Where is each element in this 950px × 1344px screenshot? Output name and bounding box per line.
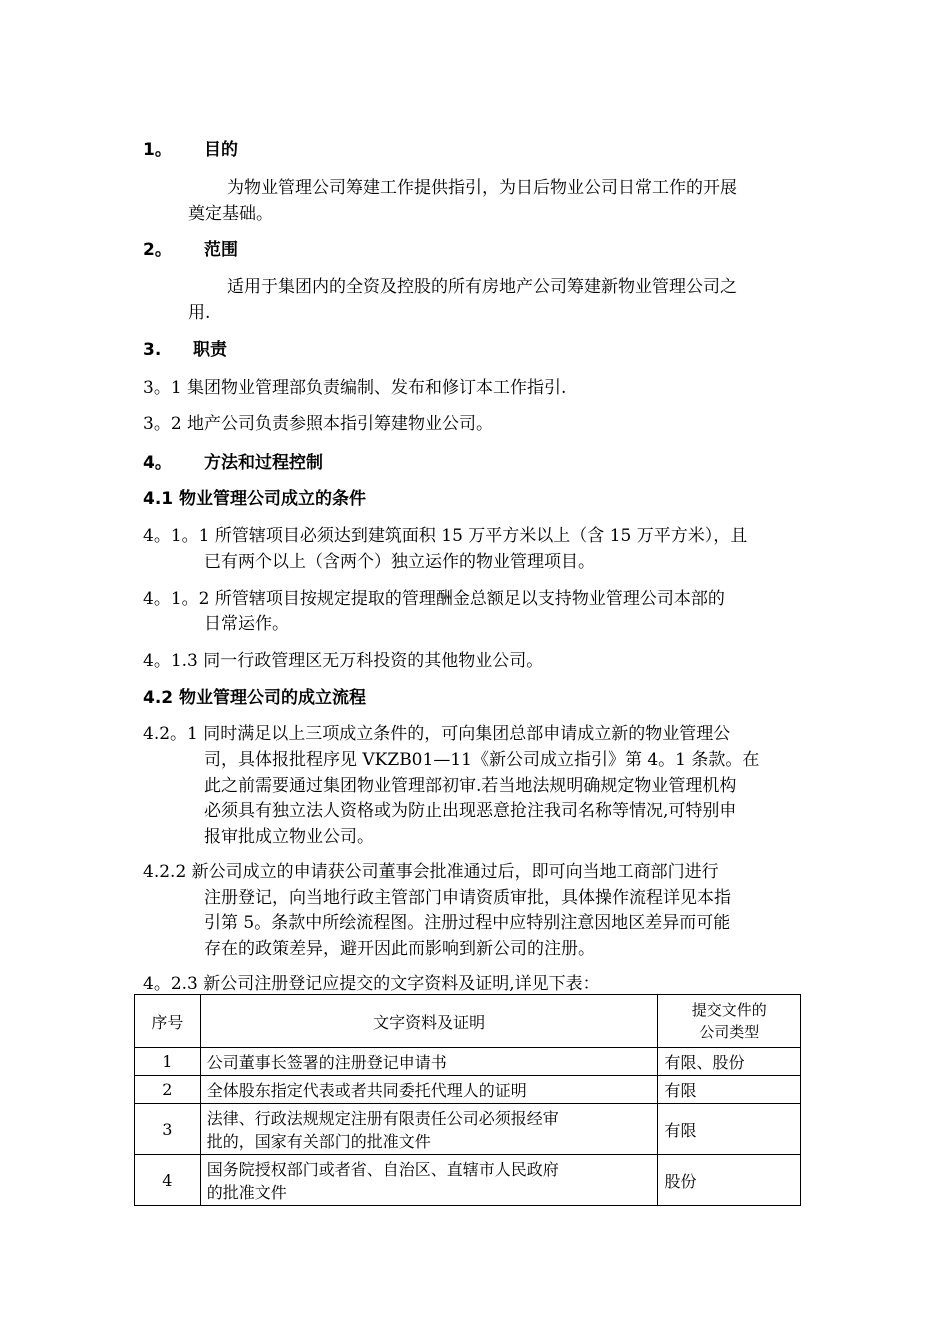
row-3-no: 3 <box>135 1104 201 1155</box>
section-4-title: 方法和过程控制 <box>204 453 323 473</box>
table-row <box>135 1104 801 1155</box>
item-4-2-1-line3: 此之前需要通过集团物业管理部初审.若当地法规明确规定物业管理机构 <box>204 776 737 796</box>
row-2-no: 2 <box>135 1076 201 1104</box>
table-header-row <box>135 995 801 1048</box>
item-4-2-2-line3: 引第 5。条款中所绘流程图。注册过程中应特别注意因地区差异而可能 <box>204 913 731 933</box>
row-3-desc-line2: 批的，国家有关部门的批准文件 <box>206 1132 431 1151</box>
row-2-desc: 全体股东指定代表或者共同委托代理人的证明 <box>200 1076 658 1104</box>
section-4-2-title: 4.2 物业管理公司的成立流程 <box>143 688 367 708</box>
section-3-number: 3. <box>143 340 162 360</box>
table-row <box>135 1048 801 1076</box>
table-row <box>135 1155 801 1206</box>
item-4-2-2-line1: 4.2.2 新公司成立的申请获公司董事会批准通过后，即可向当地工商部门进行 <box>143 862 719 882</box>
table-row <box>135 1076 801 1104</box>
item-4-1-2-line1: 4。1。2 所管辖项目按规定提取的管理酬金总额足以支持物业管理公司本部的 <box>143 589 725 609</box>
row-1-desc: 公司董事长签署的注册登记申请书 <box>200 1048 658 1076</box>
section-1-body-line2: 奠定基础。 <box>188 204 273 224</box>
header-type <box>658 995 801 1048</box>
item-4-2-1-line2: 司，具体报批程序见 VKZB01—11《新公司成立指引》第 4。1 条款。在 <box>204 750 760 770</box>
section-1-number: 1。 <box>143 140 172 160</box>
section-2-title: 范围 <box>204 240 238 260</box>
documents-table <box>134 994 801 1206</box>
item-4-1-1-line1: 4。1。1 所管辖项目必须达到建筑面积 15 万平方米以上（含 15 万平方米），且 <box>143 526 748 546</box>
row-4-no: 4 <box>135 1155 201 1206</box>
header-type-line2: 公司类型 <box>699 1023 760 1041</box>
item-4-2-3: 4。2.3 新公司注册登记应提交的文字资料及证明,详见下表： <box>143 974 600 994</box>
section-4-1-title: 4.1 物业管理公司成立的条件 <box>143 489 367 509</box>
row-4-type: 股份 <box>658 1155 801 1206</box>
item-4-2-2-line2: 注册登记，向当地行政主管部门申请资质审批，具体操作流程详见本指 <box>204 888 731 908</box>
row-4-desc-line2: 的批准文件 <box>206 1183 287 1202</box>
item-4-2-1-line5: 报审批成立物业公司。 <box>204 827 374 847</box>
row-3-desc <box>200 1104 658 1155</box>
item-4-2-1-line4: 必须具有独立法人资格或为防止出现恶意抢注我司名称等情况,可特别申 <box>204 801 737 821</box>
section-1-body-line1: 为物业管理公司筹建工作提供指引，为日后物业公司日常工作的开展 <box>227 178 737 198</box>
section-1-title: 目的 <box>204 140 238 160</box>
header-no: 序号 <box>135 995 201 1048</box>
section-4-number: 4。 <box>143 453 172 473</box>
row-4-desc <box>200 1155 658 1206</box>
row-3-type: 有限 <box>658 1104 801 1155</box>
section-3-title: 职责 <box>193 340 227 360</box>
row-4-desc-line1: 国务院授权部门或者省、自治区、直辖市人民政府 <box>206 1160 559 1179</box>
section-3-item-2: 3。2 地产公司负责参照本指引筹建物业公司。 <box>143 414 494 434</box>
header-desc: 文字资料及证明 <box>200 995 658 1048</box>
section-2-body-line1: 适用于集团内的全资及控股的所有房地产公司筹建新物业管理公司之 <box>227 277 737 297</box>
section-2-number: 2。 <box>143 240 172 260</box>
item-4-2-2-line4: 存在的政策差异，避开因此而影响到新公司的注册。 <box>204 939 595 959</box>
row-1-type: 有限、股份 <box>658 1048 801 1076</box>
section-3-item-1: 3。1 集团物业管理部负责编制、发布和修订本工作指引. <box>143 378 567 398</box>
header-type-line1: 提交文件的 <box>691 1001 767 1019</box>
item-4-1-2-line2: 日常运作。 <box>204 614 289 634</box>
item-4-2-1-line1: 4.2。1 同时满足以上三项成立条件的，可向集团总部申请成立新的物业管理公 <box>143 724 731 744</box>
row-3-desc-line1: 法律、行政法规规定注册有限责任公司必须报经审 <box>206 1109 559 1128</box>
section-2-body-line2: 用. <box>188 303 211 323</box>
row-1-no: 1 <box>135 1048 201 1076</box>
item-4-1-1-line2: 已有两个以上（含两个）独立运作的物业管理项目。 <box>204 552 595 572</box>
item-4-1-3: 4。1.3 同一行政管理区无万科投资的其他物业公司。 <box>143 651 544 671</box>
row-2-type: 有限 <box>658 1076 801 1104</box>
